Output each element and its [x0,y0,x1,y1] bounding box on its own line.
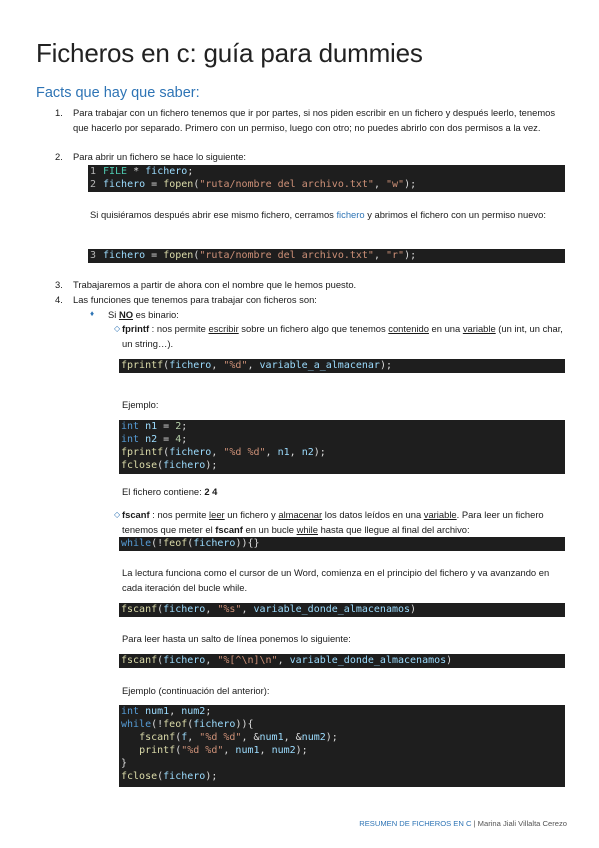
binary-label: Si NO es binario: [108,309,179,320]
list-number: 4. [55,294,63,305]
footer-author: Marina Jiali Villalta Cerezo [477,819,567,828]
page-footer: RESUMEN DE FICHEROS EN C | Marina Jiali Villalta Cerezo [359,819,567,828]
code-fscanf-example: int num1, num2; while(!feof(fichero)){ fscanf(f, "%d %d", &num1, &num2); printf("%d %d", num1, num2); } fclose(fichero); [119,705,565,787]
reopen-paragraph: Si quisiéramos después abrir ese mismo fichero, cerramos fichero y abrimos el fichero con un permiso nuevo: [90,209,546,220]
fprintf-description: fprintf : nos permite escribir sobre un fichero algo que tenemos contenido en una variable (un int, un char, un string…). [122,323,563,349]
fichero-keyword: fichero [336,209,365,220]
fscanf-description: fscanf : nos permite leer un fichero y almacenar los datos leídos en una variable. Para leer un fichero tenemos que meter el fscanf en un bucle while hasta que llegue al final del archivo: [122,509,544,535]
code-block-fopen-write: 1 FILE * fichero; 2 fichero = fopen("ruta/nombre del archivo.txt", "w"); [88,165,565,192]
code-while-loop: while(!feof(fichero)){} [119,537,565,551]
example-continuation-label: Ejemplo (continuación del anterior): [122,685,270,696]
diamond-outline-bullet-icon: ◇ [114,510,121,519]
code-block-fopen-read: 3 fichero = fopen("ruta/nombre del archivo.txt", "r"); [88,249,565,263]
code-fprintf-example: int n1 = 2; int n2 = 4; fprintf(fichero, "%d %d", n1, n2); fclose(fichero); [119,420,565,474]
section-subtitle: Facts que hay que saber: [36,85,200,101]
list-item-text: Para trabajar con un fichero tenemos que ir por partes, si nos piden escribir en un fichero y después leerlo, tenemos que hacerlo por separado. Primero con un permiso, luego con otro; no puedes abrirlo con dos permisos a la vez. [73,107,556,133]
code-fscanf-string: fscanf(fichero, "%s", variable_donde_almacenamos) [119,603,565,617]
list-number: 1. [55,107,63,118]
list-number: 2. [55,151,63,162]
line-number: 2 [90,179,97,190]
line-number: 3 [90,250,97,261]
list-number: 3. [55,279,63,290]
code-fscanf-line: fscanf(fichero, "%[^\n]\n", variable_donde_almacenamos) [119,654,565,668]
example-label: Ejemplo: [122,399,159,410]
footer-doc-title: RESUMEN DE FICHEROS EN C [359,819,472,828]
line-number: 1 [90,166,97,177]
diamond-bullet-icon: ♦ [90,309,95,318]
diamond-outline-bullet-icon: ◇ [114,324,121,333]
list-item-text: Trabajaremos a partir de ahora con el nombre que le hemos puesto. [73,279,357,290]
page-title: Ficheros en c: guía para dummies [36,38,423,68]
list-item-text: Para abrir un fichero se hace lo siguiente: [73,151,247,162]
code-fprintf-syntax: fprintf(fichero, "%d", variable_a_almacenar); [119,359,565,373]
result-text: El fichero contiene: 2 4 [122,486,218,497]
code-line: FILE [103,166,128,177]
list-item-text: Las funciones que tenemos para trabajar con ficheros son: [73,294,317,305]
line-read-text: Para leer hasta un salto de línea ponemos lo siguiente: [122,633,351,644]
cursor-explanation: La lectura funciona como el cursor de un Word, comienza en el principio del fichero y va avanzando en cada iteración del bucle while. [122,567,550,593]
